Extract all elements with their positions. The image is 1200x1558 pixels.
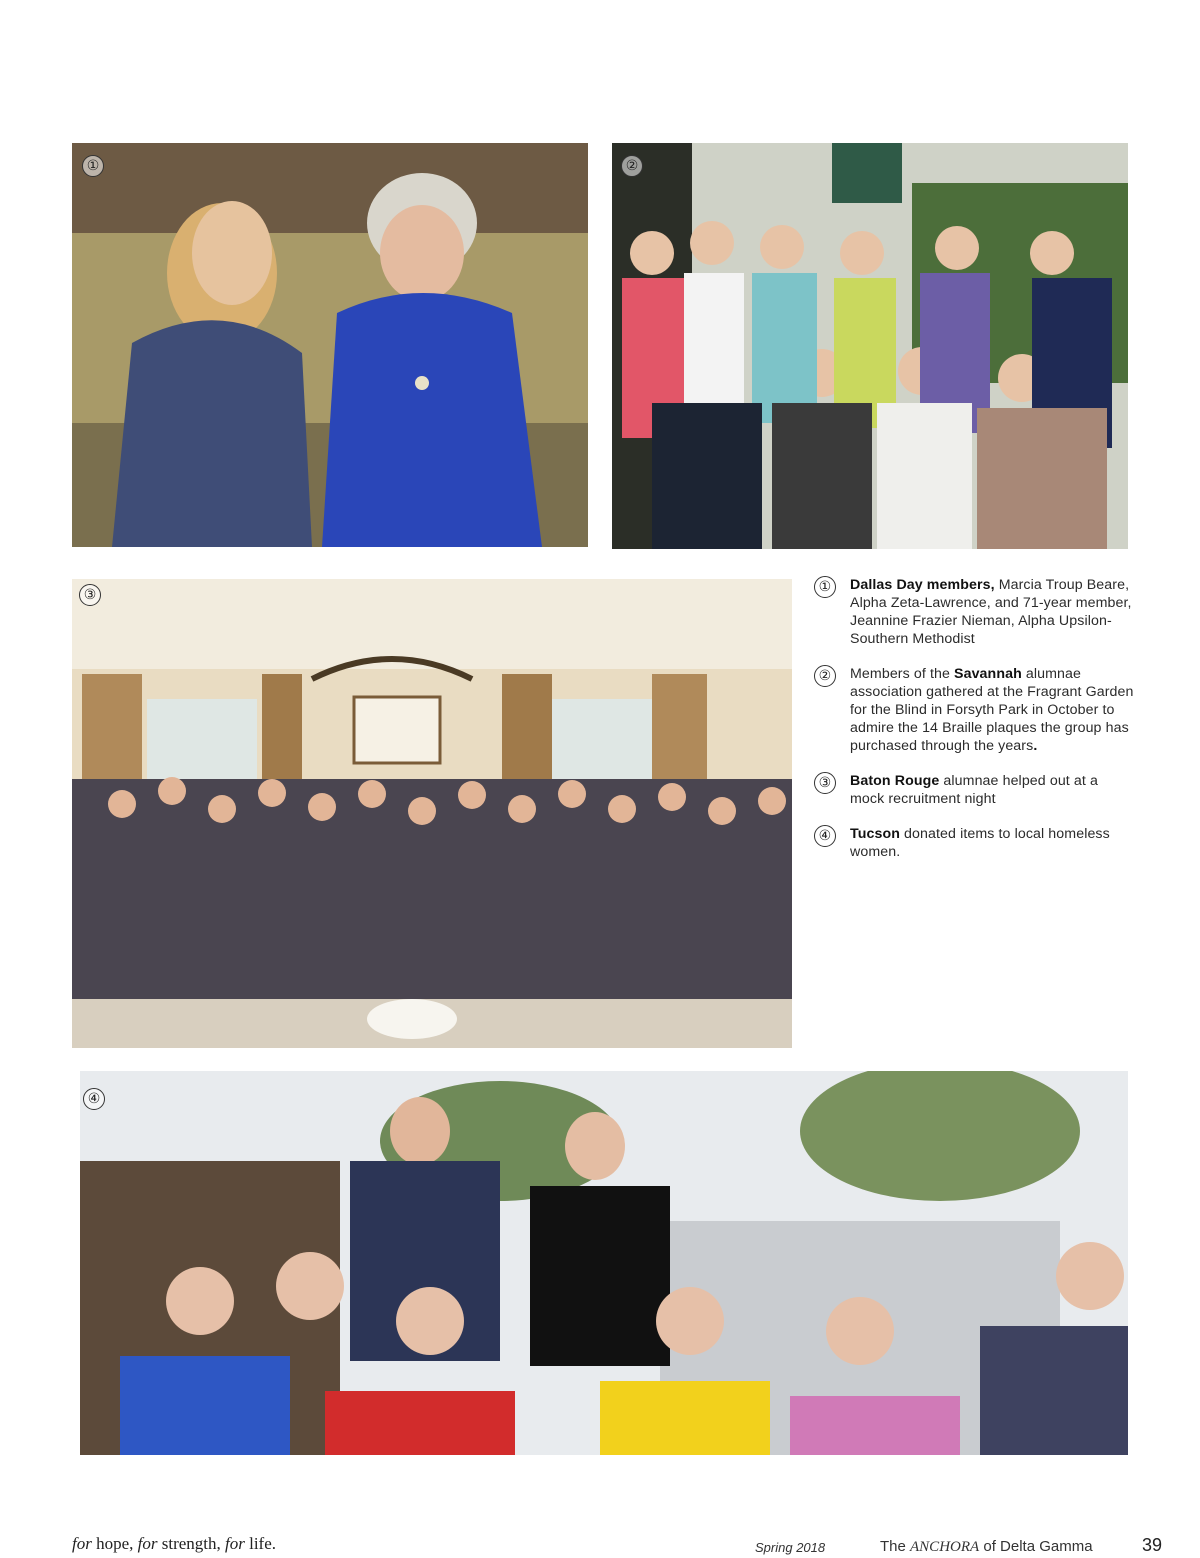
caption-bold: Baton Rouge [850, 773, 940, 789]
photo-dallas-day [72, 143, 588, 547]
photo-number-badge: ③ [79, 584, 101, 606]
tagline-for: for [137, 1534, 158, 1553]
mag-the: The [880, 1538, 911, 1555]
photo-savannah [612, 143, 1128, 549]
caption-text: donated items to local homeless women. [850, 826, 1110, 860]
tagline-hope: hope, [91, 1534, 138, 1553]
caption-item [814, 665, 1134, 755]
caption-number-badge: ④ [814, 825, 836, 847]
caption-bold: Tucson [850, 826, 900, 842]
footer-tagline [72, 1534, 276, 1554]
caption-number-badge: ② [814, 665, 836, 687]
caption-item [814, 576, 1134, 648]
caption-list [814, 576, 1134, 878]
tagline-strength: strength, [157, 1534, 226, 1553]
footer-season: Spring 2018 [755, 1540, 826, 1555]
caption-number-badge: ① [814, 576, 836, 598]
caption-item [814, 825, 1134, 861]
tagline-for: for [225, 1534, 245, 1553]
tagline-life: life. [244, 1534, 277, 1553]
photo-tucson [80, 1071, 1128, 1455]
mag-rest: of Delta Gamma [979, 1538, 1093, 1555]
footer-magazine-title [880, 1538, 1093, 1556]
photo-number-badge: ④ [83, 1088, 105, 1110]
photo-baton-rouge [72, 579, 792, 1048]
tagline-for: for [72, 1534, 92, 1553]
photo-number-badge: ② [621, 155, 643, 177]
caption-bold: Dallas Day members, [850, 577, 995, 593]
caption-number-badge: ③ [814, 772, 836, 794]
caption-text: alumnae association gathered at the Fragrant Garden for the Blind in Forsyth Park in October to admire the 14 Braille plaques the group has purchased through the years [850, 666, 1134, 754]
mag-title: ANCHORA [910, 1539, 980, 1555]
caption-end: . [1033, 738, 1038, 754]
caption-bold: Savannah [954, 666, 1022, 682]
caption-text: alumnae helped out at a mock recruitment night [850, 773, 1098, 807]
caption-item [814, 772, 1134, 808]
caption-text: Marcia Troup Beare, Alpha Zeta-Lawrence, and 71-year member, Jeannine Frazier Nieman, Alpha Upsilon-Southern Methodist [850, 577, 1132, 647]
page-number: 39 [1142, 1535, 1163, 1555]
photo-number-badge: ① [82, 155, 104, 177]
caption-text-pre: Members of the [850, 666, 955, 682]
